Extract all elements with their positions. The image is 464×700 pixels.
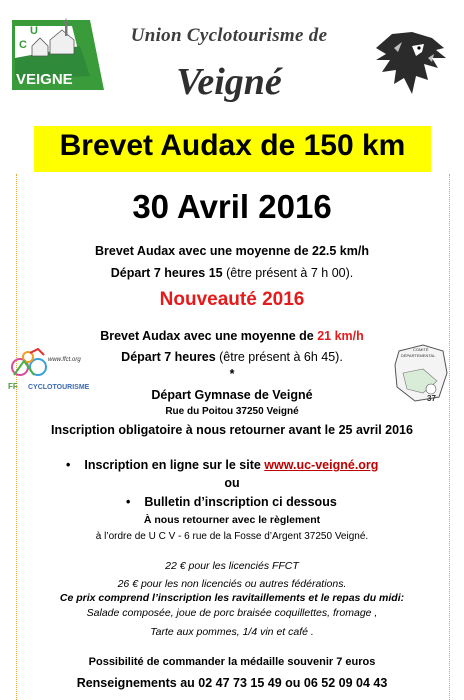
online-registration-line (66, 458, 378, 472)
eagle-icon (372, 28, 450, 98)
departure-715-time: Départ 7 heures 15 (110, 266, 223, 280)
or-separator: ou (224, 476, 240, 490)
venue-title: Départ Gymnase de Veigné (151, 388, 313, 402)
bulletin-line (126, 495, 337, 509)
audax-21-text: Brevet Audax avec une moyenne de (100, 329, 318, 343)
svg-text:COMITÉ: COMITÉ (413, 347, 429, 352)
club-name-line2: Veigné (176, 61, 282, 103)
star-separator: * (229, 367, 235, 381)
bullet-2: • (126, 495, 131, 509)
svg-text:DÉPARTEMENTAL: DÉPARTEMENTAL (401, 353, 436, 358)
departure-7-note: (être présent à 6h 45). (215, 350, 343, 364)
menu-line-2: Tarte aux pommes, 1/4 vin et café . (150, 626, 314, 638)
price-unlicensed: 26 € pour les non licenciés ou autres fédérations. (117, 578, 347, 590)
audax-21-line (0, 329, 464, 343)
club-name-line1: Union Cyclotourisme de (130, 25, 328, 46)
payment-order: à l’ordre de U C V - 6 rue de la Fosse d’Argent 37250 Veigné. (95, 531, 369, 542)
online-text: Inscription en ligne sur le site (84, 458, 265, 472)
svg-text:CYCLOTOURISME: CYCLOTOURISME (28, 384, 90, 391)
departure-7-time: Départ 7 heures (121, 350, 216, 364)
svg-text:37: 37 (427, 394, 436, 403)
contact-phone: Renseignements au 02 47 73 15 49 ou 06 52 09 04 43 (76, 676, 388, 690)
venue-address: Rue du Poitou 37250 Veigné (165, 406, 299, 417)
club-logo (10, 18, 105, 98)
novelty-heading: Nouveauté 2016 (159, 289, 305, 310)
svg-text:U: U (30, 25, 38, 37)
medal-offer: Possibilité de commander la médaille souvenir 7 euros (88, 656, 376, 668)
bulletin-text: Bulletin d’inscription ci dessous (144, 495, 337, 509)
return-instructions: À nous retourner avec le règlement (143, 514, 321, 526)
website-link[interactable]: www.uc-veigné.org (264, 458, 379, 472)
bullet-1: • (66, 458, 71, 472)
audax-22-line: Brevet Audax avec une moyenne de 22.5 km/h (95, 244, 369, 258)
cyclists-logo (8, 345, 100, 393)
registration-deadline: Inscription obligatoire à nous retourner avant le 25 avril 2016 (51, 423, 413, 437)
departure-715-line (0, 266, 464, 280)
svg-text:www.ffct.org: www.ffct.org (48, 357, 81, 363)
event-title: Brevet Audax de 150 km (59, 129, 406, 162)
audax-21-speed: 21 km/h (317, 329, 364, 343)
svg-text:C: C (19, 39, 27, 51)
price-licensed: 22 € pour les licenciés FFCT (165, 560, 299, 572)
svg-text:FF: FF (8, 382, 18, 391)
menu-line-1: Salade composée, joue de porc braisée coquillettes, fromage , (86, 607, 378, 619)
price-includes: Ce prix comprend l’inscription les ravitaillements et le repas du midi: (59, 592, 405, 604)
svg-text:VEIGNE: VEIGNE (16, 71, 73, 88)
departure-715-note: (être présent à 7 h 00). (222, 266, 354, 280)
event-date: 30 Avril 2016 (132, 188, 332, 225)
